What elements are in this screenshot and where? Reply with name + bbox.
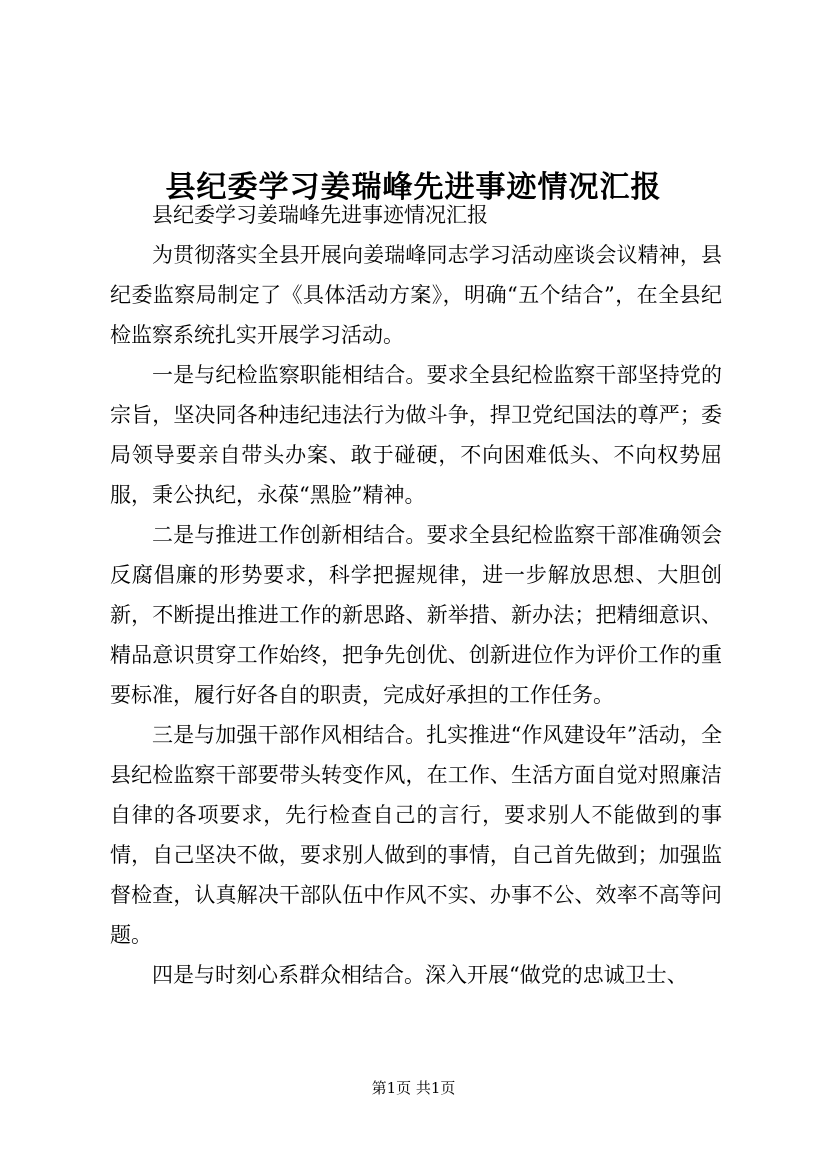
paragraph-point-2: 二是与推进工作创新相结合。要求全县纪检监察干部准确领会反腐倡廉的形势要求，科学把握规律，进一步解放思想、大胆创新，不断提出推进工作的新思路、新举措、新办法；把精细意识、精品意识贯穿工作始终，把争先创优、创新进位作为评价工作的重要标准，履行好各自的职责，完成好承担的工作任务。 (110, 523, 722, 707)
document-body (110, 195, 722, 995)
paragraph-point-4: 四是与时刻心系群众相结合。深入开展“做党的忠诚卫士、 (152, 963, 688, 987)
page-title: 县纪委学习姜瑞峰先进事迹情况汇报 (165, 170, 662, 206)
paragraph-intro: 为贯彻落实全县开展向姜瑞峰同志学习活动座谈会议精神，县纪委监察局制定了《具体活动方案》，明确“五个结合”，在全县纪检监察系统扎实开展学习活动。 (110, 243, 722, 347)
paragraph-point-3: 三是与加强干部作风相结合。扎实推进“作风建设年”活动，全县纪检监察干部要带头转变作风，在工作、生活方面自觉对照廉洁自律的各项要求，先行检查自己的言行，要求别人不能做到的事情，自己坚决不做，要求别人做到的事情，自己首先做到；加强监督检查，认真解决干部队伍中作风不实、办事不公、效率不高等问题。 (110, 723, 722, 947)
paragraph-point-1: 一是与纪检监察职能相结合。要求全县纪检监察干部坚持党的宗旨，坚决同各种违纪违法行为做斗争，捍卫党纪国法的尊严；委局领导要亲自带头办案、敢于碰硬，不向困难低头、不向权势屈服，秉公执纪，永葆“黑脸”精神。 (110, 363, 722, 507)
document-subtitle: 县纪委学习姜瑞峰先进事迹情况汇报 (152, 203, 488, 227)
page-footer: 第1页 共1页 (371, 1079, 456, 1097)
